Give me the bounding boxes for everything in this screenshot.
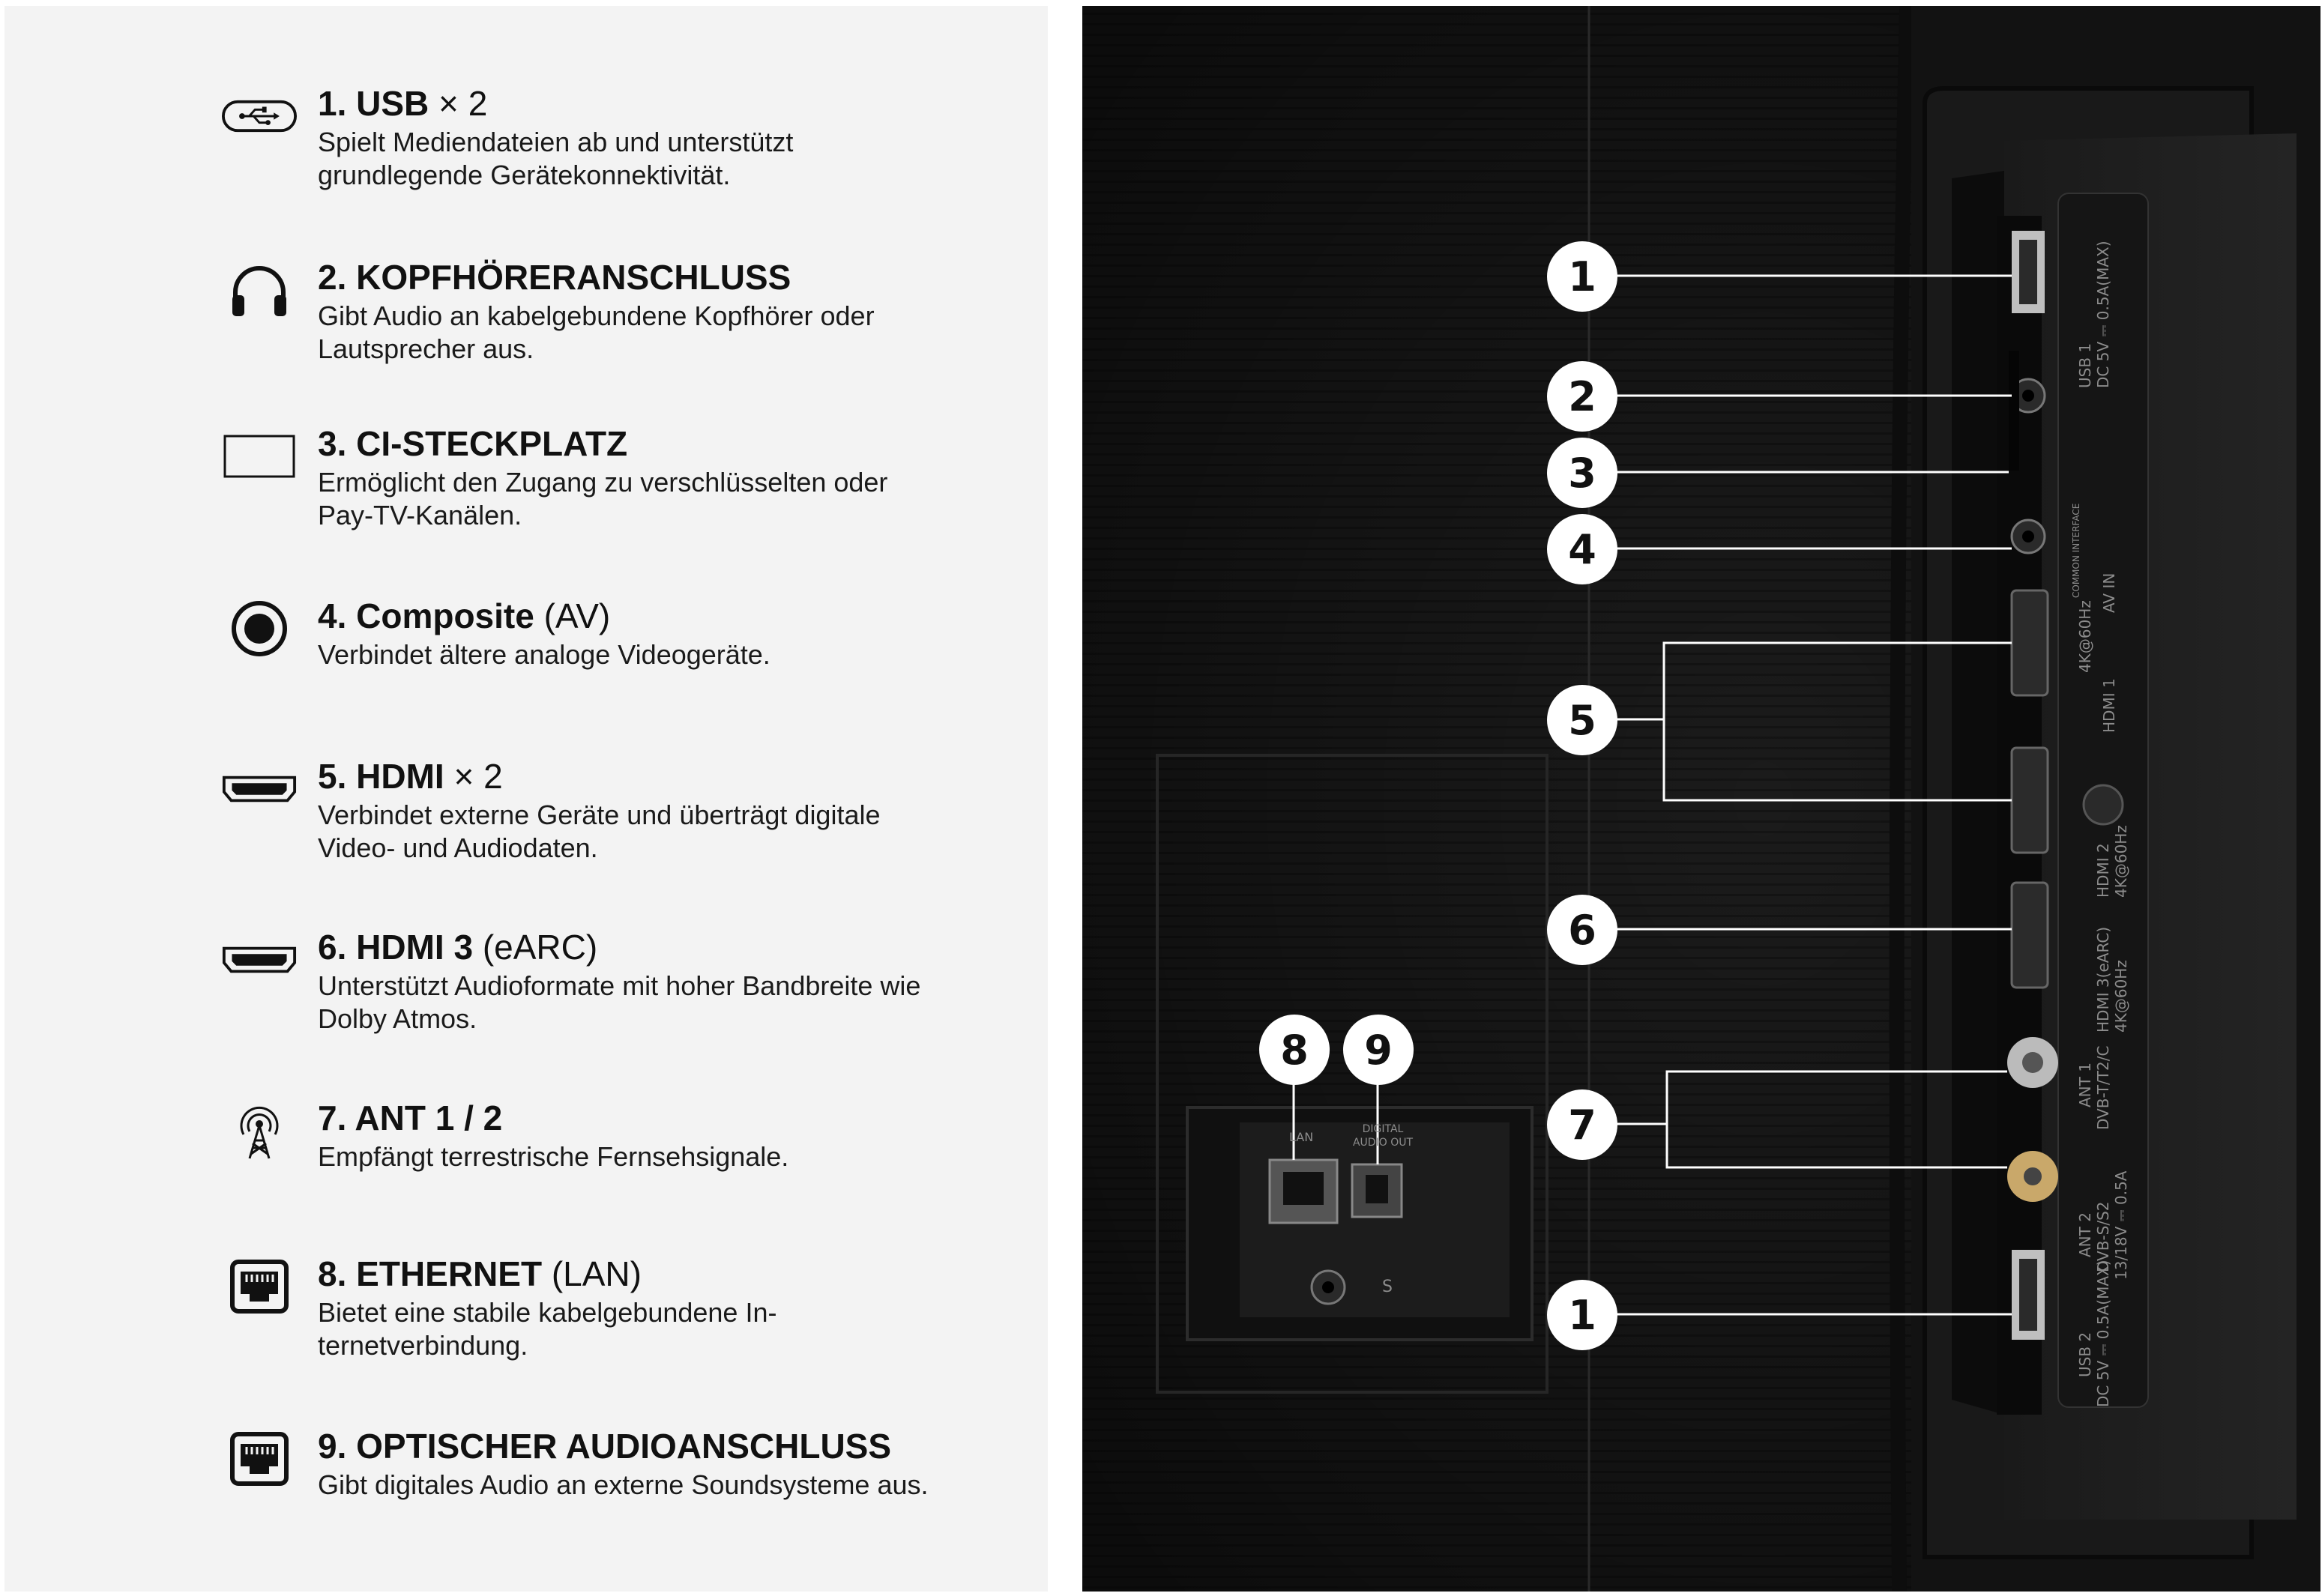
label-ant1: ANT 1 xyxy=(2076,1063,2094,1107)
port-label-strip xyxy=(2054,208,2144,1407)
label-digital-audio-out: DIGITAL AUDIO OUT xyxy=(1352,1123,1414,1149)
feature-title: 5. HDMI × 2 xyxy=(318,757,503,796)
feature-title: 4. Composite (AV) xyxy=(318,596,611,635)
label-usb1: USB 1 xyxy=(2076,342,2094,388)
feature-title: 9. OPTISCHER AUDIOANSCHLUSS xyxy=(318,1427,892,1466)
tv-rear-photo xyxy=(1082,6,2321,1592)
usb-icon xyxy=(222,82,297,150)
feature-description: Ermöglicht den Zugang zu verschlüsselten oder Pay-TV-Kanälen. xyxy=(318,467,888,531)
composite-icon xyxy=(222,595,297,662)
label-av-in: AV IN xyxy=(2100,572,2118,613)
feature-list-panel xyxy=(4,6,1048,1592)
label-usb2: USB 2 xyxy=(2076,1331,2094,1377)
headphones-icon xyxy=(222,256,297,324)
ethernet-icon xyxy=(222,1253,297,1320)
label-lan: LAN xyxy=(1289,1130,1314,1144)
feature-title: 8. ETHERNET (LAN) xyxy=(318,1254,642,1293)
callout-hdmi-earc: 6 xyxy=(1547,895,1617,965)
feature-description: Empfängt terrestrische Fernsehsignale. xyxy=(318,1141,789,1172)
feature-title: 7. ANT 1 / 2 xyxy=(318,1098,503,1137)
callout-composite: 4 xyxy=(1547,514,1617,584)
feature-title: 2. KOPFHÖRERANSCHLUSS xyxy=(318,258,791,297)
feature-description: Spielt Mediendateien ab und unterstützt grundlegende Gerätekonnektivität. xyxy=(318,127,794,190)
callout-usb-2: 1 xyxy=(1547,1280,1617,1350)
label-ant2-spec: DVB-S/S2 xyxy=(2094,1201,2112,1272)
feature-description: Gibt Audio an kabelgebundene Kopfhörer oder Lautsprecher aus. xyxy=(318,300,875,364)
feature-title: 6. HDMI 3 (eARC) xyxy=(318,928,598,967)
feature-description: Verbindet ältere analoge Videogeräte. xyxy=(318,639,771,670)
hdmi-icon xyxy=(222,755,297,823)
callout-optical: 9 xyxy=(1343,1015,1414,1085)
callout-antenna: 7 xyxy=(1547,1089,1617,1160)
feature-description: Bietet eine stabile kabelgebundene In-ternetverbindung. xyxy=(318,1297,777,1361)
feature-title: 3. CI-STECKPLATZ xyxy=(318,424,628,463)
ethernet-icon xyxy=(222,1425,297,1493)
label-hdmi3-spec: 4K@60Hz xyxy=(2112,960,2130,1033)
label-ant1-spec: DVB-T/T2/C xyxy=(2094,1045,2112,1130)
label-service: S xyxy=(1382,1278,1393,1296)
callout-hdmi: 5 xyxy=(1547,685,1617,755)
label-common-interface: COMMON INTERFACE xyxy=(2071,503,2081,598)
label-ant2: ANT 2 xyxy=(2076,1212,2094,1257)
label-ant2-rating: 13/18V ⎓ 0.5A xyxy=(2112,1170,2130,1280)
ci-slot-icon xyxy=(222,423,297,490)
feature-title: 1. USB × 2 xyxy=(318,84,488,123)
label-usb2-rating: DC 5V ⎓ 0.5A(MAX) xyxy=(2094,1260,2112,1407)
label-usb1-rating: DC 5V ⎓ 0.5A(MAX) xyxy=(2094,241,2112,388)
feature-description: Verbindet externe Geräte und überträgt digitale Video- und Audiodaten. xyxy=(318,799,881,863)
callout-headphone: 2 xyxy=(1547,361,1617,432)
hdmi-icon xyxy=(222,926,297,994)
callout-ci-slot: 3 xyxy=(1547,438,1617,508)
label-hdmi3: HDMI 3(eARC) xyxy=(2094,926,2112,1033)
feature-description: Gibt digitales Audio an externe Soundsysteme aus. xyxy=(318,1469,929,1500)
callout-usb-1: 1 xyxy=(1547,241,1617,312)
label-hdmi2: HDMI 2 xyxy=(2094,843,2112,898)
label-hdmi1: HDMI 1 xyxy=(2100,678,2118,733)
label-hdmi1-spec: 4K@60Hz xyxy=(2076,600,2094,673)
feature-description: Unterstützt Audioformate mit hoher Bandbreite wie Dolby Atmos. xyxy=(318,970,921,1034)
callout-ethernet: 8 xyxy=(1259,1015,1330,1085)
label-hdmi2-spec: 4K@60Hz xyxy=(2112,825,2130,898)
antenna-icon xyxy=(222,1097,297,1164)
